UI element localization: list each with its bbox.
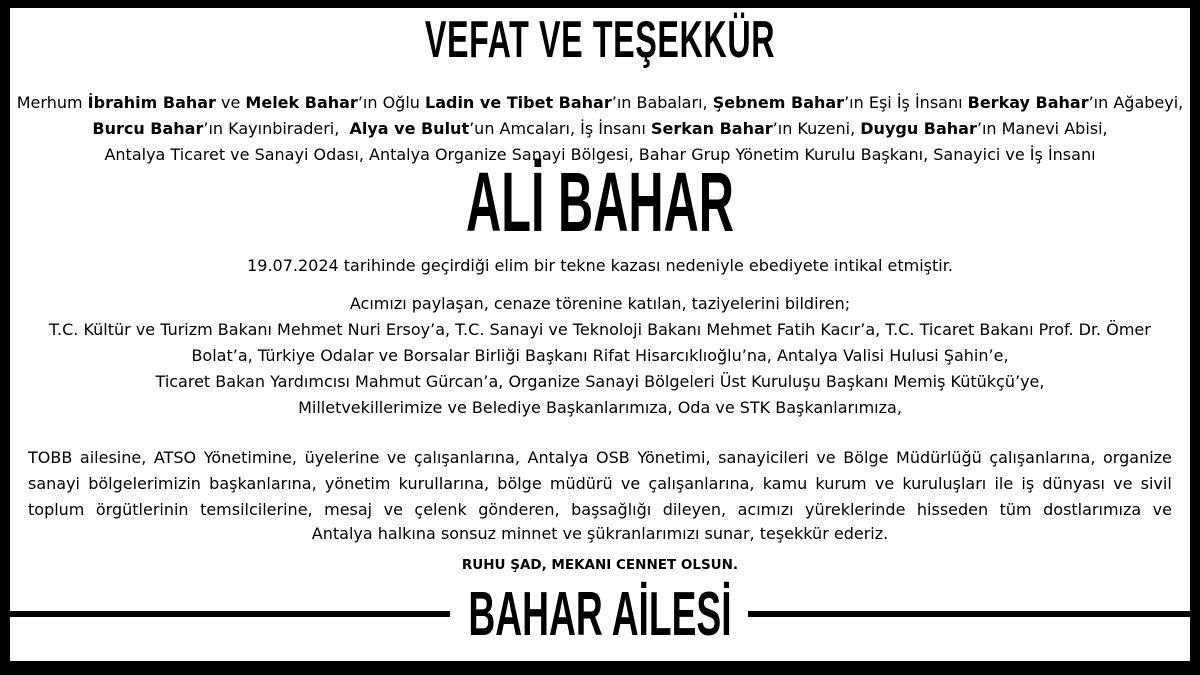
text-run: ’ın Babaları, — [611, 93, 713, 112]
word: kurullarına, — [398, 474, 490, 493]
thanks-intro: Acımızı paylaşan, cenaze törenine katılan, taziyelerini bildiren; — [349, 294, 851, 313]
word: TOBB — [28, 448, 73, 467]
word: mesaj — [324, 500, 373, 519]
bold-name-run: Şebnem Bahar — [712, 93, 845, 112]
word: kurum — [815, 474, 867, 493]
word: Yönetimine, — [203, 448, 297, 467]
word: temsilcilerine, — [200, 500, 313, 519]
word: çalışanlarına, — [989, 448, 1096, 467]
word: sanayi — [28, 474, 80, 493]
word: ATSO — [153, 448, 197, 467]
bold-name-run: Melek Bahar — [245, 93, 358, 112]
bold-name-run: Serkan Bahar — [650, 119, 773, 138]
word: başsağlığı — [571, 500, 652, 519]
word: örgütlerinin — [95, 500, 189, 519]
word: Bölge — [843, 448, 889, 467]
word: Yönetimi, — [637, 448, 711, 467]
word: sivil — [1140, 474, 1172, 493]
word: OSB — [595, 448, 630, 467]
officials-line: Ticaret Bakan Yardımcısı Mahmut Gürcan’a, Organize Sanayi Bölgeleri Üst Kuruluşu Başkanı Memiş Kütükçü’ye, — [155, 372, 1045, 391]
word: iş — [1021, 474, 1035, 493]
date-line: 19.07.2024 tarihinde geçirdiği elim bir tekne kazası nedeniyle ebediyete intikal etmiştir. — [247, 256, 953, 275]
text-run: ’ın Kayınbiraderi, — [203, 119, 350, 138]
word: ve — [620, 474, 641, 493]
paragraph-line — [28, 498, 1172, 522]
word: ailesine, — [79, 448, 147, 467]
intro-line-2 — [0, 117, 1200, 141]
word: yüreklerinde — [805, 500, 906, 519]
paragraph-line — [28, 472, 1172, 496]
intro-line-1 — [0, 91, 1200, 115]
word: ve — [1113, 474, 1133, 493]
family-signature: BAHAR AİLESİ — [468, 580, 732, 649]
text-run: Merhum — [16, 93, 88, 112]
word: sanayicileri — [718, 448, 809, 467]
word: çalışanlarına, — [413, 448, 520, 467]
word: dileyen, — [662, 500, 727, 519]
word: organize — [1103, 448, 1172, 467]
word: tüm — [999, 500, 1032, 519]
word: gönderen, — [478, 500, 560, 519]
closing-prayer: RUHU ŞAD, MEKANI CENNET OLSUN. — [461, 557, 739, 573]
word: ile — [994, 474, 1014, 493]
word: Müdürlüğü — [896, 448, 982, 467]
bold-name-run: Ladin ve Tibet Bahar — [425, 93, 612, 112]
word: ve — [383, 500, 403, 519]
word: bölgelerimizin — [88, 474, 201, 493]
officials-line: T.C. Kültür ve Turizm Bakanı Mehmet Nuri Ersoy’a, T.C. Sanayi ve Teknoloji Bakanı Mehmet Fatih Kacır’a, T.C. Ticaret Bakanı Prof. Dr. Ömer — [49, 320, 1151, 339]
text-run: ’ın Eşi İş İnsanı — [844, 93, 968, 112]
paragraph-line — [28, 446, 1172, 470]
intro-line-3: Antalya Ticaret ve Sanayi Odası, Antalya Organize Sanayi Bölgesi, Bahar Grup Yönetim Kurulu Başkanı, Sanayici ve İş İnsanı — [104, 145, 1096, 164]
word: üyelerine — [304, 448, 380, 467]
text-run: ’ın Kuzeni, — [772, 119, 861, 138]
word: hisseden — [916, 500, 989, 519]
word: kamu — [762, 474, 808, 493]
deceased-name: ALİ BAHAR — [466, 155, 734, 249]
paragraph-line: Antalya halkına sonsuz minnet ve şükranlarımızı sunar, teşekkür ederiz. — [311, 524, 889, 543]
word: Antalya — [527, 448, 589, 467]
word: yönetim — [324, 474, 391, 493]
bold-name-run: Duygu Bahar — [860, 119, 977, 138]
word: toplum — [28, 500, 85, 519]
word: acımızı — [737, 500, 794, 519]
bold-name-run: Alya ve Bulut — [349, 119, 470, 138]
word: çalışanlarına, — [648, 474, 755, 493]
officials-line: Bolat’a, Türkiye Odalar ve Borsalar Birliği Başkanı Rifat Hisarcıklıoğlu’na, Antalya Valisi Hulusi Şahin’e, — [191, 346, 1009, 365]
word: ve — [386, 448, 407, 467]
word: başkanlarına, — [209, 474, 317, 493]
word: ve — [1152, 500, 1172, 519]
notice-title: VEFAT VE TEŞEKKÜR — [424, 11, 776, 69]
bold-name-run: Burcu Bahar — [92, 119, 204, 138]
word: kuruluşları — [902, 474, 987, 493]
text-run: ’ın Manevi Abisi, — [976, 119, 1108, 138]
text-run: ’ın Oğlu — [357, 93, 425, 112]
text-run: ’un Amcaları, İş İnsanı — [469, 119, 651, 138]
word: bölge — [497, 474, 542, 493]
text-run: ve — [215, 93, 246, 112]
officials-line: Milletvekillerimize ve Belediye Başkanlarımıza, Oda ve STK Başkanlarımıza, — [298, 398, 902, 417]
word: ve — [816, 448, 836, 467]
word: müdürü — [549, 474, 613, 493]
text-run: ’ın Ağabeyi, — [1088, 93, 1184, 112]
word: ve — [874, 474, 895, 493]
bold-name-run: Berkay Bahar — [967, 93, 1089, 112]
word: dünyası — [1042, 474, 1105, 493]
bold-name-run: İbrahim Bahar — [87, 93, 216, 112]
word: dostlarımıza — [1043, 500, 1142, 519]
word: çelenk — [414, 500, 467, 519]
